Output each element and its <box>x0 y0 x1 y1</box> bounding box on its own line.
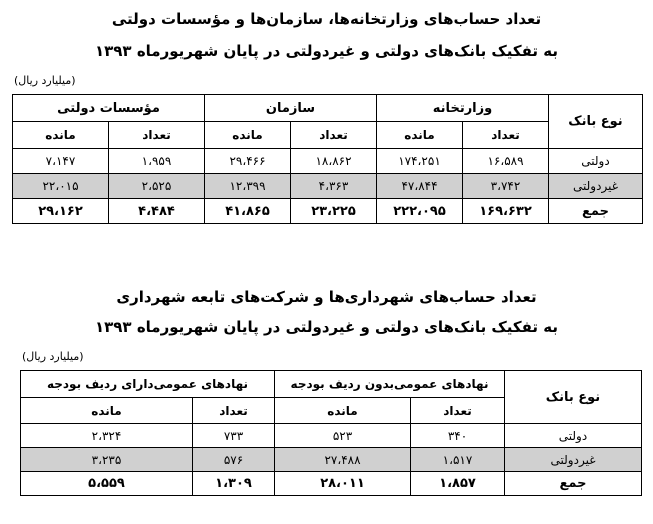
group-header-organization: سازمان <box>205 95 377 122</box>
row-label: جمع <box>505 472 642 496</box>
col-header-balance: مانده <box>21 398 193 424</box>
group-header-no-budget: نهادهای عمومی‌بدون ردیف بودجه <box>275 371 505 398</box>
section2-title-line2: به تفکیک بانک‌های دولتی و غیردولتی در پایان شهریورماه ۱۳۹۳ <box>94 318 559 336</box>
section1-table <box>12 94 643 224</box>
col-header-count: تعداد <box>193 398 275 424</box>
table-cell: ۳،۲۳۵ <box>21 448 193 472</box>
group-header-institutions: مؤسسات دولتی <box>13 95 205 122</box>
table-cell: ۲۲،۰۱۵ <box>13 174 109 199</box>
col-header-count: تعداد <box>411 398 505 424</box>
table-cell: ۲،۵۲۵ <box>109 174 205 199</box>
col-header-count: تعداد <box>291 122 377 149</box>
row-label: غیردولتی <box>549 174 643 199</box>
table-cell: ۵۷۶ <box>193 448 275 472</box>
section2-table <box>20 370 642 496</box>
table-cell: ۴۷،۸۴۴ <box>377 174 463 199</box>
row-label: جمع <box>549 199 643 224</box>
section2-unit-label: (میلیارد ریال) <box>22 350 84 363</box>
table-cell: ۷۳۳ <box>193 424 275 448</box>
col-header-balance: مانده <box>275 398 411 424</box>
table-row-private <box>21 448 642 472</box>
group-header-ministry: وزارتخانه <box>377 95 549 122</box>
row-label: دولتی <box>549 149 643 174</box>
table-cell: ۱۶،۵۸۹ <box>463 149 549 174</box>
col-header-count: تعداد <box>109 122 205 149</box>
table-cell: ۱،۸۵۷ <box>411 472 505 496</box>
col-header-balance: مانده <box>205 122 291 149</box>
table-cell: ۱۶۹،۶۳۲ <box>463 199 549 224</box>
row-label: غیردولتی <box>505 448 642 472</box>
table-cell: ۱۷۴،۲۵۱ <box>377 149 463 174</box>
table-cell: ۱،۵۱۷ <box>411 448 505 472</box>
table-cell: ۲۹،۴۶۶ <box>205 149 291 174</box>
table-row-state <box>21 424 642 448</box>
col-header-count: تعداد <box>463 122 549 149</box>
section1-title-line2: به تفکیک بانک‌های دولتی و غیردولتی در پایان شهریورماه ۱۳۹۳ <box>94 42 559 60</box>
table-cell: ۲۳،۲۲۵ <box>291 199 377 224</box>
table-cell: ۲۹،۱۶۲ <box>13 199 109 224</box>
table-cell: ۴،۴۸۴ <box>109 199 205 224</box>
table-cell: ۷،۱۴۷ <box>13 149 109 174</box>
table-row-private <box>13 174 643 199</box>
bank-type-header: نوع بانک <box>549 95 643 149</box>
table-cell: ۴۱،۸۶۵ <box>205 199 291 224</box>
table-cell: ۳۴۰ <box>411 424 505 448</box>
table-cell: ۵۲۳ <box>275 424 411 448</box>
col-header-balance: مانده <box>13 122 109 149</box>
table-cell: ۲۷،۴۸۸ <box>275 448 411 472</box>
table-cell: ۱۲،۳۹۹ <box>205 174 291 199</box>
group-header-with-budget: نهادهای عمومی‌دارای ردیف بودجه <box>21 371 275 398</box>
table-cell: ۱۸،۸۶۲ <box>291 149 377 174</box>
table-row-total <box>21 472 642 496</box>
table-row-state <box>13 149 643 174</box>
table-cell: ۲،۳۲۴ <box>21 424 193 448</box>
table-cell: ۴،۳۶۳ <box>291 174 377 199</box>
row-label: دولتی <box>505 424 642 448</box>
table-cell: ۲۸،۰۱۱ <box>275 472 411 496</box>
table-cell: ۱،۹۵۹ <box>109 149 205 174</box>
section1-title-line1: تعداد حساب‌های وزارتخانه‌ها، سازمان‌ها و مؤسسات دولتی <box>111 10 542 28</box>
col-header-balance: مانده <box>377 122 463 149</box>
bank-type-header: نوع بانک <box>505 371 642 424</box>
table-cell: ۱،۳۰۹ <box>193 472 275 496</box>
table-row-total <box>13 199 643 224</box>
table-cell: ۳،۷۴۲ <box>463 174 549 199</box>
section2-title-line1: تعداد حساب‌های شهرداری‌ها و شرکت‌های تابعه شهرداری <box>116 288 537 306</box>
table-cell: ۵،۵۵۹ <box>21 472 193 496</box>
section1-unit-label: (میلیارد ریال) <box>14 74 76 87</box>
table-cell: ۲۲۲،۰۹۵ <box>377 199 463 224</box>
